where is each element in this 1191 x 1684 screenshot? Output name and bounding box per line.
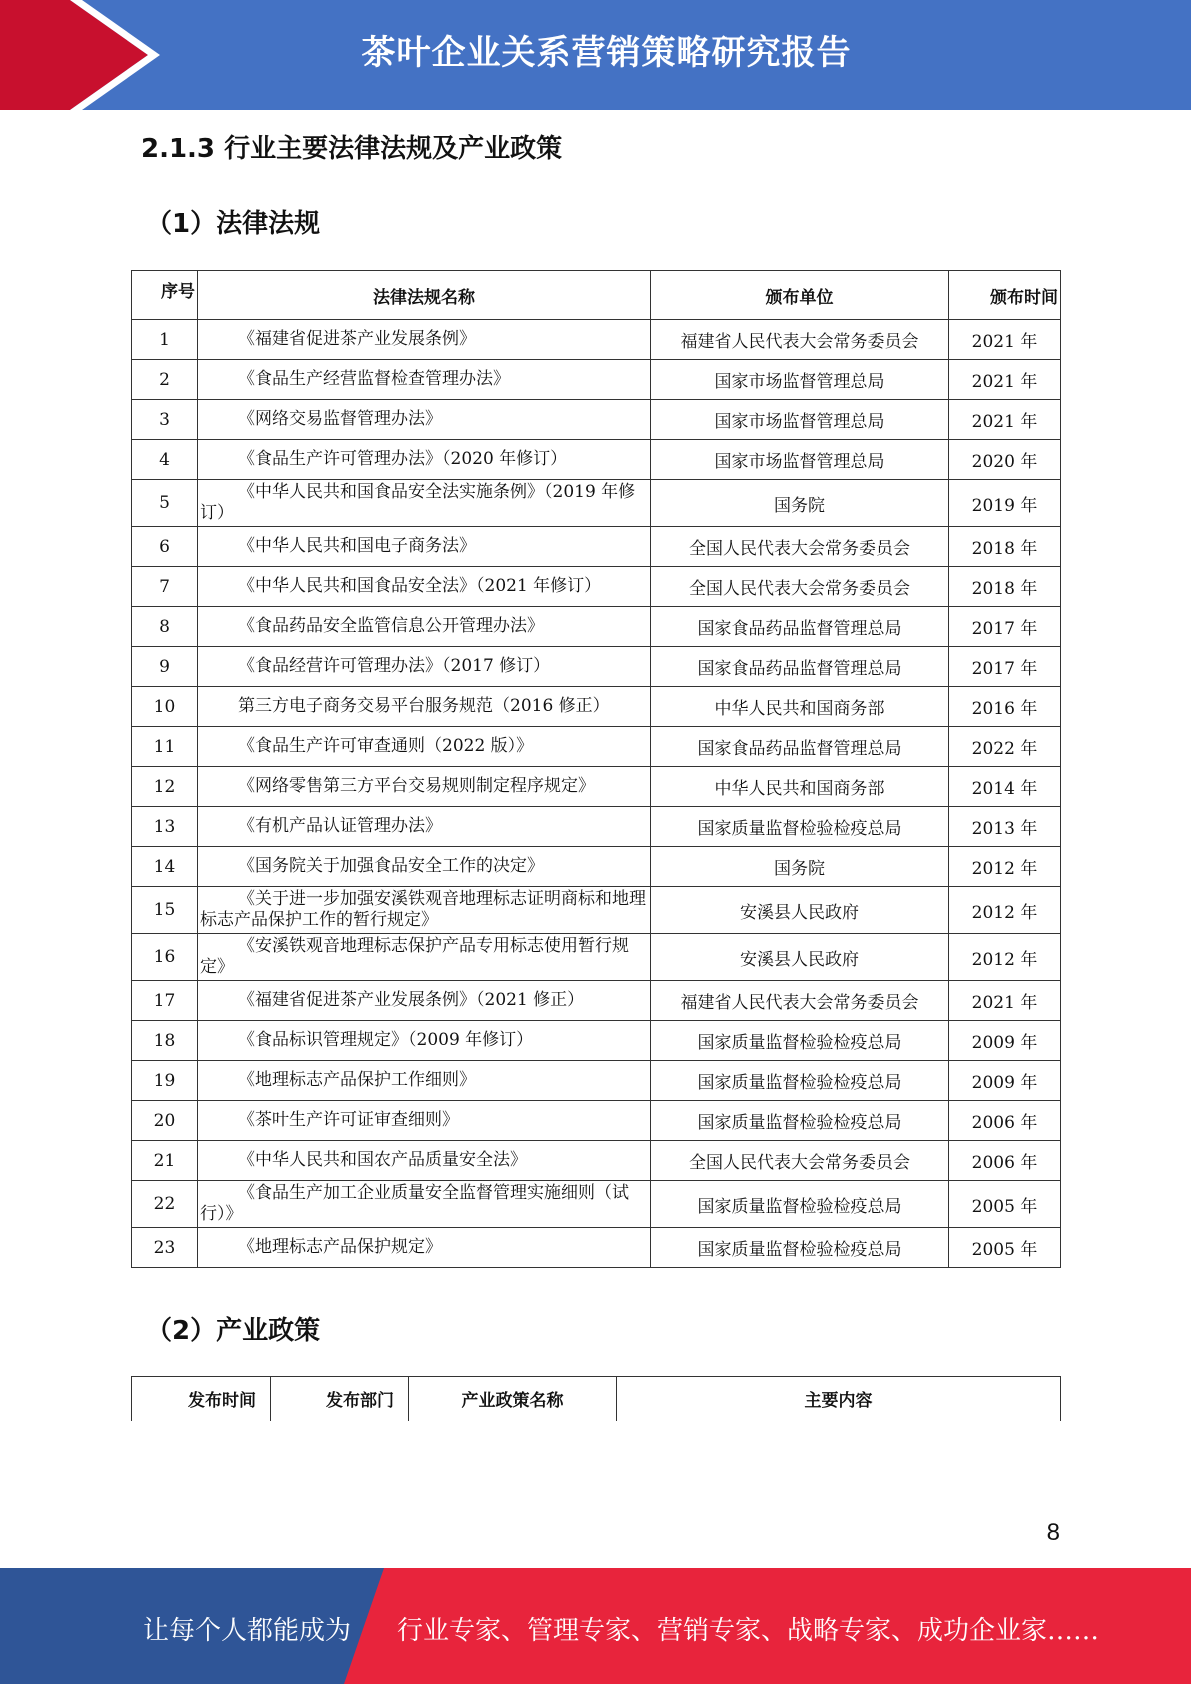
- law-name: 《食品药品安全监管信息公开管理办法》: [198, 607, 651, 647]
- law-unit: 国家质量监督检验检疫总局: [651, 1021, 949, 1061]
- law-unit: 中华人民共和国商务部: [651, 767, 949, 807]
- law-seq: 6: [132, 527, 198, 567]
- law-seq: 14: [132, 847, 198, 887]
- law-name: 《食品生产经营监督检查管理办法》: [198, 360, 651, 400]
- law-seq: 9: [132, 647, 198, 687]
- policy-table: [131, 1376, 1061, 1421]
- law-name: 《食品标识管理规定》（2009 年修订）: [198, 1021, 651, 1061]
- law-seq: 3: [132, 400, 198, 440]
- law-name: 《国务院关于加强食品安全工作的决定》: [198, 847, 651, 887]
- law-name: 《食品生产许可管理办法》（2020 年修订）: [198, 440, 651, 480]
- law-time: 2020 年: [949, 440, 1061, 480]
- table-row: [132, 480, 1061, 527]
- law-seq: 4: [132, 440, 198, 480]
- report-header: [0, 0, 1191, 110]
- law-time: 2012 年: [949, 934, 1061, 981]
- law-name: 《中华人民共和国农产品质量安全法》: [198, 1141, 651, 1181]
- law-time: 2022 年: [949, 727, 1061, 767]
- law-name: 《网络交易监督管理办法》: [198, 400, 651, 440]
- law-unit: 国家食品药品监督管理总局: [651, 607, 949, 647]
- col-header-policy-name: 产业政策名称: [409, 1377, 617, 1420]
- law-name: 《中华人民共和国电子商务法》: [198, 527, 651, 567]
- law-unit: 国家食品药品监督管理总局: [651, 727, 949, 767]
- law-time: 2016 年: [949, 687, 1061, 727]
- law-name: 《食品生产许可审查通则（2022 版）》: [198, 727, 651, 767]
- footer-slogan-left: 让每个人都能成为: [143, 1616, 352, 1646]
- law-unit: 安溪县人民政府: [651, 934, 949, 981]
- col-header-seq: 序号: [132, 271, 198, 320]
- table-row: [132, 1061, 1061, 1101]
- law-seq: 19: [132, 1061, 198, 1101]
- law-seq: 22: [132, 1181, 198, 1228]
- law-time: 2009 年: [949, 1061, 1061, 1101]
- law-name: 《安溪铁观音地理标志保护产品专用标志使用暂行规定》: [198, 934, 651, 981]
- col-header-name: 法律法规名称: [198, 271, 651, 320]
- table-row: [132, 1021, 1061, 1061]
- table-row: [132, 981, 1061, 1021]
- footer-slogan-right: 行业专家、管理专家、营销专家、战略专家、成功企业家……: [397, 1616, 1100, 1646]
- page-number: 8: [1046, 1519, 1060, 1546]
- law-time: 2005 年: [949, 1228, 1061, 1268]
- table-row: [132, 687, 1061, 727]
- law-time: 2017 年: [949, 607, 1061, 647]
- law-seq: 12: [132, 767, 198, 807]
- law-seq: 15: [132, 887, 198, 934]
- table-row: [132, 400, 1061, 440]
- law-unit: 全国人民代表大会常务委员会: [651, 1141, 949, 1181]
- col-header-dept: 发布部门: [271, 1377, 409, 1420]
- law-unit: 国家市场监督管理总局: [651, 400, 949, 440]
- law-seq: 17: [132, 981, 198, 1021]
- law-time: 2017 年: [949, 647, 1061, 687]
- law-unit: 全国人民代表大会常务委员会: [651, 527, 949, 567]
- law-unit: 中华人民共和国商务部: [651, 687, 949, 727]
- col-header-date: 发布时间: [132, 1377, 271, 1420]
- col-header-unit: 颁布单位: [651, 271, 949, 320]
- law-seq: 2: [132, 360, 198, 400]
- table-row: [132, 440, 1061, 480]
- law-seq: 5: [132, 480, 198, 527]
- law-unit: 国家食品药品监督管理总局: [651, 647, 949, 687]
- law-seq: 21: [132, 1141, 198, 1181]
- law-name: 《食品经营许可管理办法》（2017 修订）: [198, 647, 651, 687]
- table-row: [132, 320, 1061, 360]
- law-unit: 全国人民代表大会常务委员会: [651, 567, 949, 607]
- law-name: 《网络零售第三方平台交易规则制定程序规定》: [198, 767, 651, 807]
- law-time: 2021 年: [949, 320, 1061, 360]
- law-name: 《福建省促进茶产业发展条例》: [198, 320, 651, 360]
- law-time: 2018 年: [949, 527, 1061, 567]
- law-unit: 国家市场监督管理总局: [651, 440, 949, 480]
- law-seq: 8: [132, 607, 198, 647]
- law-unit: 国家质量监督检验检疫总局: [651, 807, 949, 847]
- law-time: 2019 年: [949, 480, 1061, 527]
- law-unit: 福建省人民代表大会常务委员会: [651, 320, 949, 360]
- law-seq: 23: [132, 1228, 198, 1268]
- law-unit: 福建省人民代表大会常务委员会: [651, 981, 949, 1021]
- table-row: [132, 1141, 1061, 1181]
- law-seq: 18: [132, 1021, 198, 1061]
- table-row: [132, 887, 1061, 934]
- law-name: 《食品生产加工企业质量安全监督管理实施细则（试行）》: [198, 1181, 651, 1228]
- law-unit: 国家质量监督检验检疫总局: [651, 1101, 949, 1141]
- laws-subtitle: （1）法律法规: [146, 209, 321, 239]
- law-unit: 国家质量监督检验检疫总局: [651, 1061, 949, 1101]
- col-header-time: 颁布时间: [949, 271, 1061, 320]
- table-row: [132, 607, 1061, 647]
- law-time: 2021 年: [949, 981, 1061, 1021]
- laws-table: [131, 270, 1061, 1268]
- table-row: [132, 567, 1061, 607]
- law-name: 《中华人民共和国食品安全法实施条例》（2019 年修订）: [198, 480, 651, 527]
- table-row: [132, 727, 1061, 767]
- table-row: [132, 1228, 1061, 1268]
- laws-header-row: [132, 271, 1061, 320]
- table-row: [132, 1181, 1061, 1228]
- law-time: 2006 年: [949, 1101, 1061, 1141]
- law-time: 2006 年: [949, 1141, 1061, 1181]
- law-time: 2012 年: [949, 847, 1061, 887]
- law-seq: 13: [132, 807, 198, 847]
- table-row: [132, 527, 1061, 567]
- law-unit: 国家质量监督检验检疫总局: [651, 1181, 949, 1228]
- law-time: 2014 年: [949, 767, 1061, 807]
- law-seq: 20: [132, 1101, 198, 1141]
- policy-subtitle: （2）产业政策: [146, 1316, 321, 1346]
- law-unit: 安溪县人民政府: [651, 887, 949, 934]
- law-seq: 16: [132, 934, 198, 981]
- law-time: 2009 年: [949, 1021, 1061, 1061]
- table-row: [132, 767, 1061, 807]
- law-name: 《地理标志产品保护规定》: [198, 1228, 651, 1268]
- law-name: 《福建省促进茶产业发展条例》（2021 修正）: [198, 981, 651, 1021]
- law-seq: 11: [132, 727, 198, 767]
- table-row: [132, 847, 1061, 887]
- law-time: 2021 年: [949, 360, 1061, 400]
- law-seq: 10: [132, 687, 198, 727]
- law-name: 《中华人民共和国食品安全法》（2021 年修订）: [198, 567, 651, 607]
- section-title: 2.1.3 行业主要法律法规及产业政策: [141, 134, 563, 164]
- law-time: 2018 年: [949, 567, 1061, 607]
- law-time: 2012 年: [949, 887, 1061, 934]
- law-unit: 国务院: [651, 480, 949, 527]
- table-row: [132, 647, 1061, 687]
- table-row: [132, 807, 1061, 847]
- law-time: 2021 年: [949, 400, 1061, 440]
- report-title: 茶叶企业关系营销策略研究报告: [361, 33, 852, 73]
- law-name: 《地理标志产品保护工作细则》: [198, 1061, 651, 1101]
- law-seq: 7: [132, 567, 198, 607]
- table-row: [132, 360, 1061, 400]
- law-name: 《关于进一步加强安溪铁观音地理标志证明商标和地理 标志产品保护工作的暂行规定》: [198, 887, 651, 934]
- col-header-content: 主要内容: [617, 1377, 1061, 1420]
- law-time: 2005 年: [949, 1181, 1061, 1228]
- law-seq: 1: [132, 320, 198, 360]
- law-name: 《茶叶生产许可证审查细则》: [198, 1101, 651, 1141]
- law-name: 《有机产品认证管理办法》: [198, 807, 651, 847]
- table-row: [132, 1101, 1061, 1141]
- table-row: [132, 934, 1061, 981]
- law-time: 2013 年: [949, 807, 1061, 847]
- policy-header-row: [132, 1377, 1061, 1420]
- law-unit: 国家质量监督检验检疫总局: [651, 1228, 949, 1268]
- law-unit: 国务院: [651, 847, 949, 887]
- law-unit: 国家市场监督管理总局: [651, 360, 949, 400]
- policy-row-stub: [132, 1419, 1061, 1421]
- law-name: 第三方电子商务交易平台服务规范（2016 修正）: [198, 687, 651, 727]
